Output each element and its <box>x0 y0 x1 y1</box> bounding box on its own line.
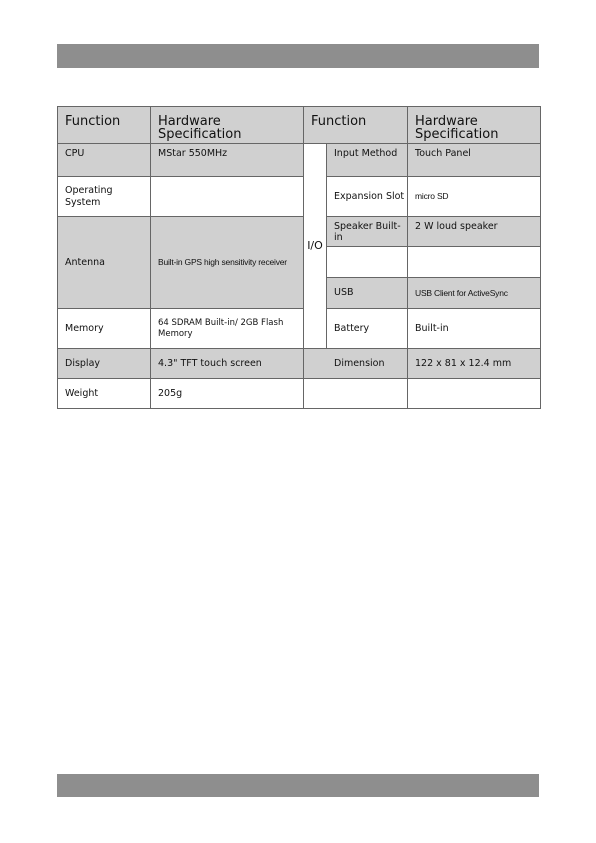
cpu-label: CPU <box>58 144 151 177</box>
table-header-row <box>58 107 541 144</box>
header-bar <box>57 44 539 68</box>
battery-value: Built-in <box>408 309 541 349</box>
expansion-slot-value: micro SD <box>408 177 541 217</box>
weight-row-empty-value <box>408 379 541 409</box>
display-value: 4.3" TFT touch screen <box>151 349 304 379</box>
battery-label: Battery <box>327 309 408 349</box>
os-value <box>151 177 304 217</box>
io-blank-value <box>408 247 541 278</box>
os-label: Operating System <box>58 177 151 217</box>
table-row-speaker <box>58 217 541 247</box>
table-row-os <box>58 177 541 217</box>
header-hardware-1: Hardware Specification <box>151 107 304 144</box>
weight-row-empty-cell <box>304 379 408 409</box>
table-row-weight <box>58 379 541 409</box>
antenna-label: Antenna <box>58 217 151 309</box>
usb-value: USB Client for ActiveSync <box>408 278 541 309</box>
input-method-label: Input Method <box>327 144 408 177</box>
io-blank-label <box>327 247 408 278</box>
speaker-label: Speaker Built-in <box>327 217 408 247</box>
display-label: Display <box>58 349 151 379</box>
spec-table <box>57 106 541 409</box>
weight-value: 205g <box>151 379 304 409</box>
table-row-memory <box>58 309 541 349</box>
speaker-value: 2 W loud speaker <box>408 217 541 247</box>
memory-value: 64 SDRAM Built-in/ 2GB Flash Memory <box>151 309 304 349</box>
header-function-2: Function <box>304 107 408 144</box>
cpu-value: MStar 550MHz <box>151 144 304 177</box>
antenna-value: Built-in GPS high sensitivity receiver <box>151 217 304 309</box>
memory-label: Memory <box>58 309 151 349</box>
header-hardware-2: Hardware Specification <box>408 107 541 144</box>
io-group-label: I/O <box>304 144 327 349</box>
weight-label: Weight <box>58 379 151 409</box>
footer-bar <box>57 774 539 797</box>
table-row-cpu <box>58 144 541 177</box>
dimension-value: 122 x 81 x 12.4 mm <box>408 349 541 379</box>
input-method-value: Touch Panel <box>408 144 541 177</box>
expansion-slot-label: Expansion Slot <box>327 177 408 217</box>
table-row-display <box>58 349 541 379</box>
header-function-1: Function <box>58 107 151 144</box>
dimension-label: Dimension <box>304 349 408 379</box>
usb-label: USB <box>327 278 408 309</box>
